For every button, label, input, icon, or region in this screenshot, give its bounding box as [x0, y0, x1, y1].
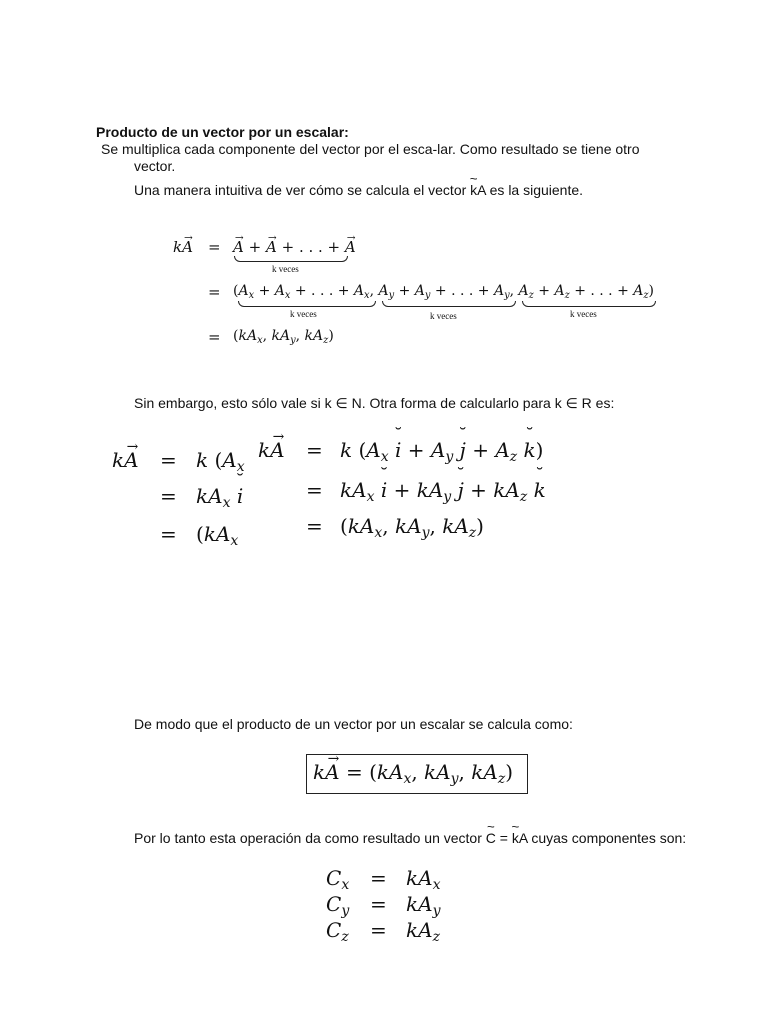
brace-label: k veces — [290, 309, 317, 319]
text: cuyas componentes son: — [527, 830, 687, 846]
paragraph-intro — [134, 182, 583, 198]
paragraph-line: vector. — [134, 158, 176, 174]
eq-sign: = — [306, 438, 323, 462]
eq-sign: = — [208, 283, 221, 301]
comp-rhs-z: $kA_z$ — [406, 918, 440, 946]
eq2-back-r3: ($kA_x$ — [196, 522, 239, 550]
eq2-front-r3: ($kA_x$, $kA_y$, $kA_z$) — [340, 514, 484, 542]
text: Por lo tanto esta operación da como resultado un vector — [134, 830, 486, 846]
text: Una manera intuitiva de ver cómo se calcula el vector — [134, 182, 471, 198]
underbrace — [382, 301, 516, 307]
eq-sign: = — [208, 328, 221, 346]
underbrace — [238, 301, 376, 307]
C-tilde: ~ C — [486, 830, 496, 846]
eq2-front-r1: k ($A_x$ ˘ $i + A_y$ ˘ $j + A_z$ ˘ k) — [340, 438, 543, 465]
paragraph-line: Se multiplica cada componente del vector por el esca-lar. Como resultado se tiene otro — [101, 141, 640, 157]
eq2-front-r2: $kA_x$ ˘ $i + kA_y$ ˘ $j + kA_z$ ˘ k — [340, 478, 546, 505]
eq2-back-r1: k ($A_x$ — [196, 448, 245, 476]
text: A — [477, 182, 486, 198]
text: es la siguiente. — [485, 182, 584, 198]
eq-sign: = — [370, 866, 387, 890]
underbrace — [234, 256, 348, 262]
paragraph-result — [134, 830, 686, 846]
eq-sign: = — [160, 522, 177, 546]
eq2-back-r2: $kA_x$ ˘ i — [196, 484, 243, 511]
eq-sign: = — [370, 892, 387, 916]
section-heading: Producto de un vector por un escalar: — [96, 124, 349, 140]
eq-row1-rhs: → A + → A + . . . + → A — [233, 238, 356, 256]
eq-sign: = — [370, 918, 387, 942]
eq-sign: = — [306, 478, 323, 502]
paragraph-condition: Sin embargo, esto sólo vale si k ∈ N. Otra forma de calcularlo para k ∈ R es: — [134, 395, 615, 411]
eq-row2-rhs: ($A_x + A_x$ + . . . + $A_x$, $A_y + A_y$ + . . . + $A_y$, $A_z + A_z$ + . . . + $A_z$) — [233, 283, 655, 301]
boxed-formula-text: $k\to A = (kA_x$, $kA_y$, $kA_z$) — [313, 760, 513, 787]
underbrace — [522, 301, 656, 307]
text: = — [495, 830, 512, 846]
eq2-front-lhs: k→ A — [258, 438, 285, 462]
eq-sign: = — [208, 238, 221, 256]
comp-rhs-x: $kA_x$ — [406, 866, 441, 894]
brace-label: k veces — [272, 264, 299, 274]
k-tilde: ~ k — [512, 830, 519, 846]
eq-lhs: k→ A — [173, 238, 193, 256]
eq2-back-lhs: k→ A — [112, 448, 139, 472]
brace-label: k veces — [570, 309, 597, 319]
eq-sign: = — [160, 484, 177, 508]
boxed-formula — [306, 754, 528, 794]
comp-lhs-y: $C_y$ — [326, 892, 350, 920]
eq-row3-rhs: ($kA_x$, $kA_y$, $kA_z$) — [233, 328, 334, 346]
text: A — [518, 830, 528, 846]
eq-sign: = — [306, 514, 323, 538]
brace-label: k veces — [430, 311, 457, 321]
k-tilde: ~ k — [470, 182, 477, 198]
comp-lhs-z: $C_z$ — [326, 918, 349, 946]
comp-lhs-x: $C_x$ — [326, 866, 350, 894]
eq-sign: = — [160, 448, 177, 472]
paragraph-conclusion: De modo que el producto de un vector por un escalar se calcula como: — [134, 716, 573, 732]
comp-rhs-y: $kA_y$ — [406, 892, 441, 920]
